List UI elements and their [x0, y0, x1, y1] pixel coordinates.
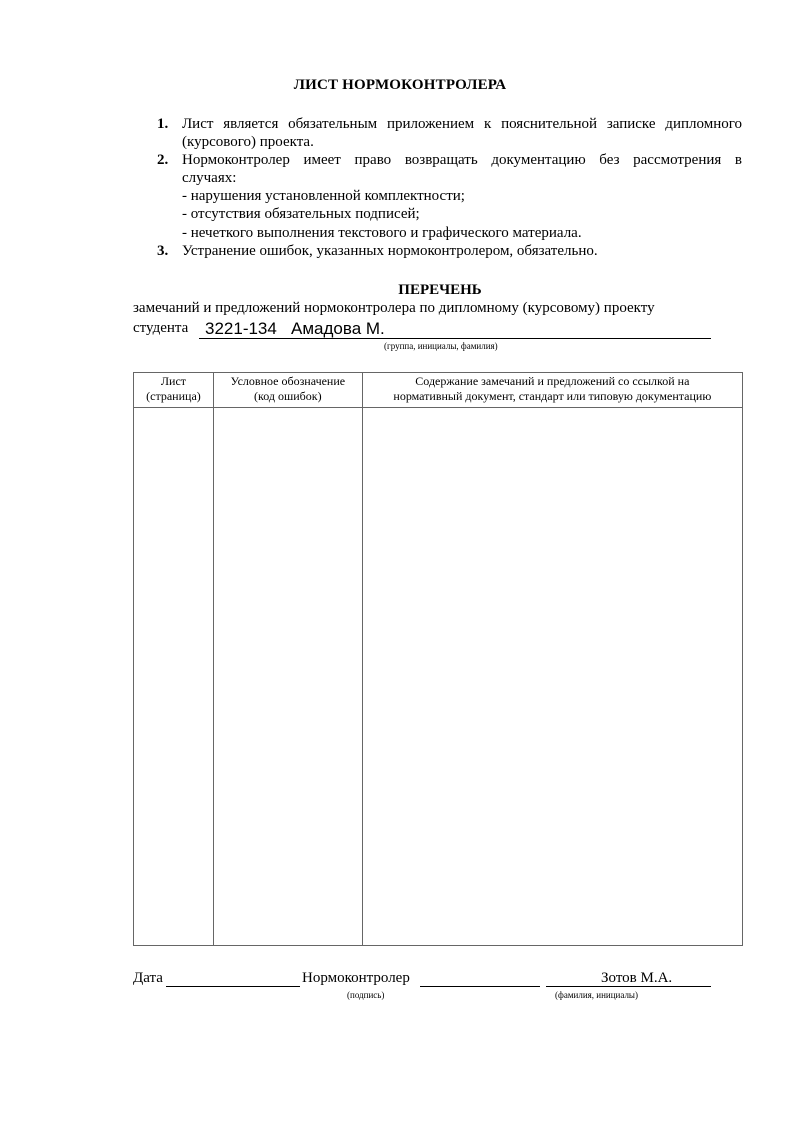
student-field[interactable]	[199, 320, 711, 339]
date-label: Дата	[133, 970, 163, 986]
student-caption: (группа, инициалы, фамилия)	[384, 341, 498, 351]
header-code	[213, 373, 362, 408]
remarks-table	[133, 372, 743, 946]
rule-2-line-3: - нарушения установленной комплектности;	[182, 188, 465, 204]
name-caption: (фамилия, инициалы)	[555, 990, 638, 1000]
content-cell[interactable]	[362, 408, 742, 946]
header-code-line-1: Условное обозначение	[230, 374, 346, 388]
signature-caption: (подпись)	[347, 990, 385, 1000]
header-content-line-1: Содержание замечаний и предложений со ссылкой на	[415, 374, 690, 388]
date-field[interactable]	[166, 970, 300, 987]
table-body-row	[134, 408, 743, 946]
student-label: студента	[133, 320, 189, 336]
header-sheet	[134, 373, 214, 408]
header-sheet-line-2: (страница)	[146, 389, 201, 403]
controller-label: Нормоконтролер	[302, 970, 410, 986]
header-code-line-2: (код ошибок)	[254, 389, 322, 403]
rule-2-line-2: случаях:	[182, 170, 237, 186]
controller-name: Зотов М.А.	[601, 970, 673, 986]
rule-1-number: 1.	[157, 116, 169, 132]
student-value: 3221-134 Амадова М.	[205, 319, 385, 338]
list-subtitle: замечаний и предложений нормоконтролера по дипломному (курсовому) проекту	[133, 300, 655, 316]
document-title: ЛИСТ НОРМОКОНТРОЛЕРА	[293, 77, 507, 93]
rule-1-line-1: Лист является обязательным приложением к пояснительной записке дипломного	[182, 116, 742, 132]
sheet-cell[interactable]	[134, 408, 214, 946]
rule-3-line-1: Устранение ошибок, указанных нормоконтролером, обязательно.	[182, 243, 598, 259]
rule-3-number: 3.	[157, 243, 169, 259]
rule-2-line-4: - отсутствия обязательных подписей;	[182, 206, 420, 222]
rule-2-line-1: Нормоконтролер имеет право возвращать документацию без рассмотрения в	[182, 152, 742, 168]
header-sheet-line-1: Лист	[160, 374, 187, 388]
list-heading: ПЕРЕЧЕНЬ	[398, 282, 482, 298]
signature-field[interactable]	[420, 970, 540, 987]
rule-2-number: 2.	[157, 152, 169, 168]
code-cell[interactable]	[213, 408, 362, 946]
header-content-line-2: нормативный документ, стандарт или типовую документацию	[393, 389, 712, 403]
table-header-row	[134, 373, 743, 408]
rule-2-line-5: - нечеткого выполнения текстового и графического материала.	[182, 225, 582, 241]
rule-1-line-2: (курсового) проекта.	[182, 134, 314, 150]
header-content	[362, 373, 742, 408]
name-field[interactable]	[546, 970, 711, 987]
